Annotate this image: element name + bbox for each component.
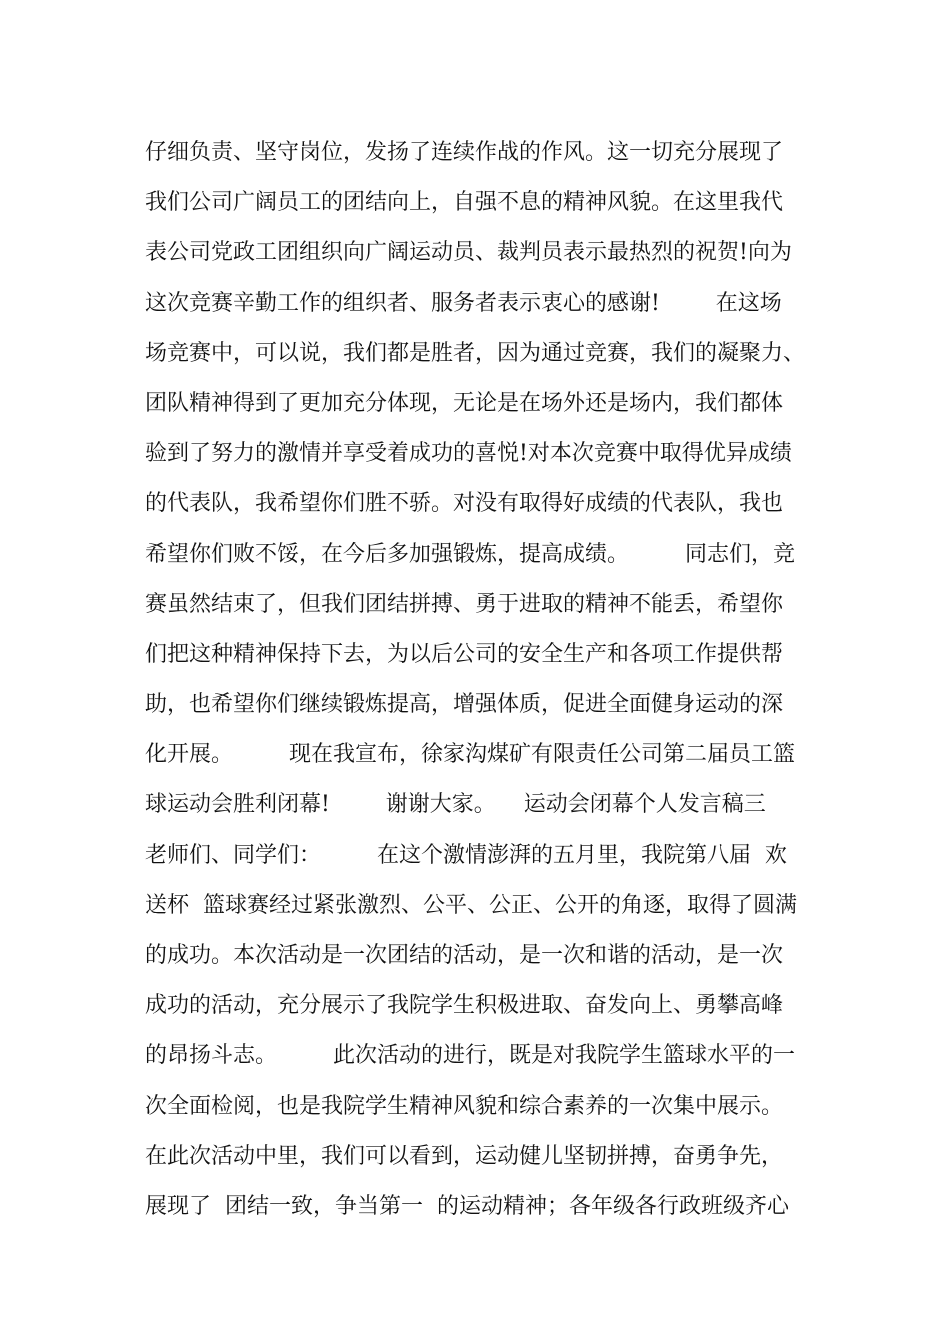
- text-line: 助，也希望你们继续锻炼提高，增强体质，促进全面健身运动的深: [145, 692, 784, 718]
- text-line: 送杯 篮球赛经过紧张激烈、公平、公正、公开的角逐，取得了圆满: [145, 892, 797, 918]
- text-line: 赛虽然结束了，但我们团结拼搏、勇于进取的精神不能丢，希望你: [145, 591, 784, 617]
- text-line: 的昂扬斗志。 此次活动的进行，既是对我院学生篮球水平的一: [145, 1043, 795, 1069]
- text-line: 老师们、同学们： 在这个激情澎湃的五月里，我院第八届 欢: [145, 842, 787, 868]
- text-line: 们把这种精神保持下去，为以后公司的安全生产和各项工作提供帮: [145, 641, 784, 667]
- text-line: 我们公司广阔员工的团结向上，自强不息的精神风貌。在这里我代: [145, 190, 784, 216]
- text-line: 场竞赛中，可以说，我们都是胜者，因为通过竞赛，我们的凝聚力、: [145, 340, 806, 366]
- text-line: 化开展。 现在我宣布，徐家沟煤矿有限责任公司第二届员工篮: [145, 742, 795, 768]
- text-line: 的成功。本次活动是一次团结的活动，是一次和谐的活动，是一次: [145, 943, 784, 968]
- text-line: 这次竞赛辛勤工作的组织者、服务者表示衷心的感谢! 在这场: [145, 290, 782, 316]
- text-line: 在此次活动中里，我们可以看到，运动健儿坚韧拼搏，奋勇争先，: [145, 1143, 784, 1169]
- body-text: [145, 128, 815, 1232]
- text-line: 展现了 团结一致，争当第一 的运动精神；各年级各行政班级齐心: [145, 1193, 789, 1219]
- text-line: 次全面检阅，也是我院学生精神风貌和综合素养的一次集中展示。: [145, 1093, 784, 1119]
- text-line: 团队精神得到了更加充分体现，无论是在场外还是场内，我们都体: [145, 390, 784, 416]
- text-line: 仔细负责、坚守岗位，发扬了连续作战的作风。这一切充分展现了: [145, 140, 784, 165]
- text-line: 的代表队，我希望你们胜不骄。对没有取得好成绩的代表队，我也: [145, 491, 784, 517]
- text-line: 验到了努力的激情并享受着成功的喜悦!对本次竞赛中取得优异成绩: [145, 441, 792, 467]
- text-line: 球运动会胜利闭幕! 谢谢大家。 运动会闭幕个人发言稿三: [145, 792, 766, 818]
- text-line: 表公司党政工团组织向广阔运动员、裁判员表示最热烈的祝贺!向为: [145, 240, 792, 266]
- text-line: 希望你们败不馁，在今后多加强锻炼，提高成绩。 同志们，竞: [145, 541, 795, 567]
- text-line: 成功的活动，充分展示了我院学生积极进取、奋发向上、勇攀高峰: [145, 993, 784, 1019]
